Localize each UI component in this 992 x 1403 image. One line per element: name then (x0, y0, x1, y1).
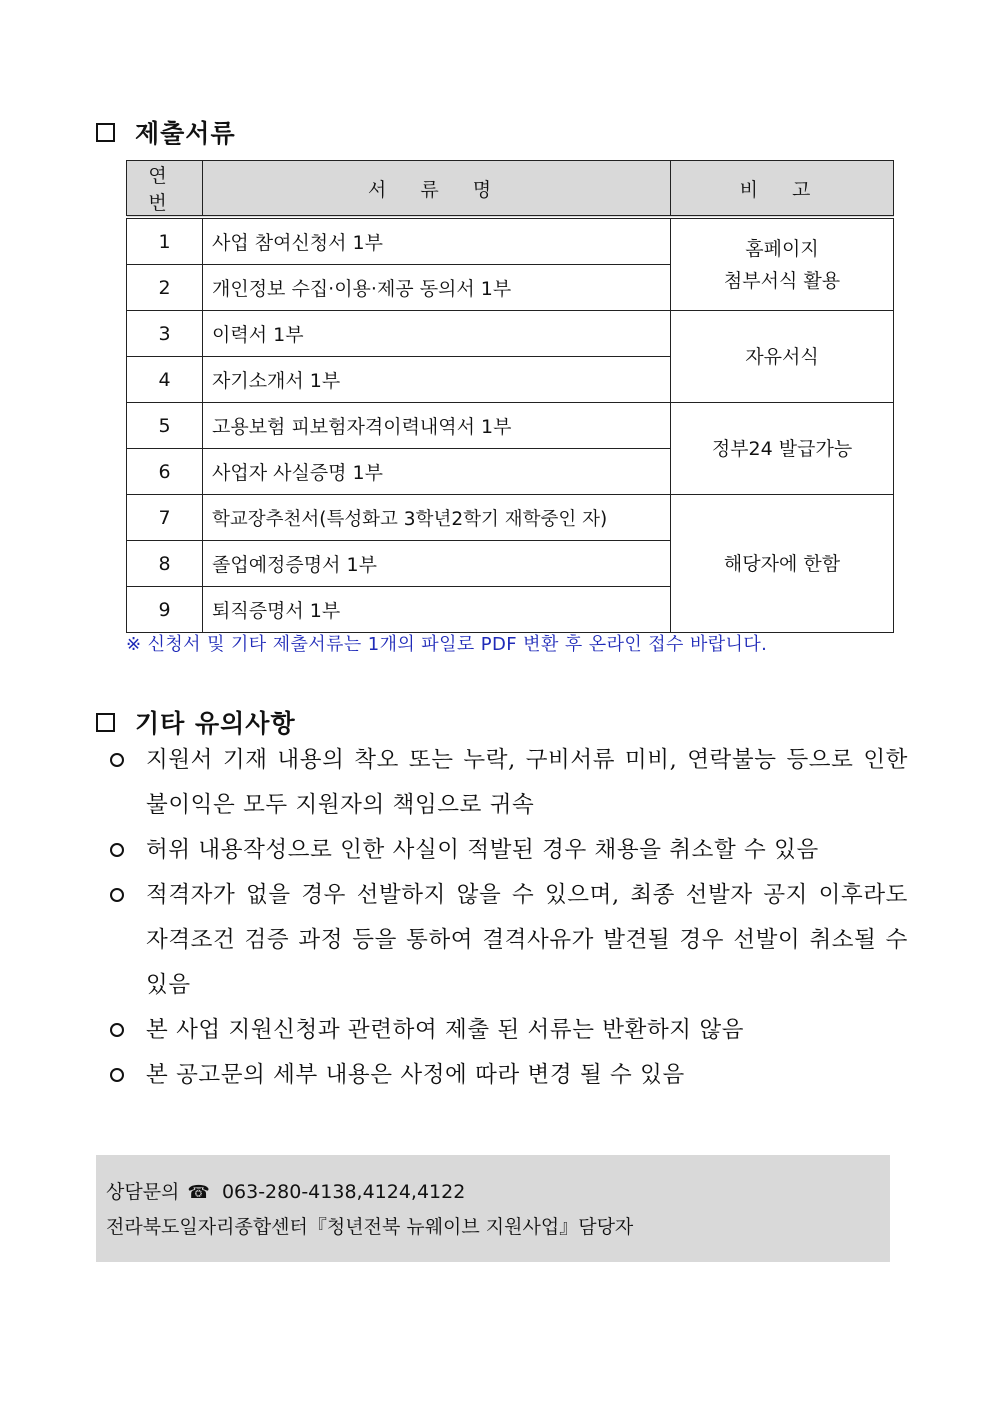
table-row (127, 217, 894, 265)
section-title: 제출서류 (135, 119, 236, 148)
checkbox-square-icon (96, 713, 115, 732)
row-no: 4 (127, 357, 203, 403)
circle-bullet-icon (110, 1068, 124, 1082)
header-name: 서 류 명 (203, 161, 671, 218)
contact-phone-line (106, 1175, 890, 1210)
row-name: 졸업예정증명서 1부 (203, 541, 671, 587)
table-row (127, 311, 894, 357)
header-no: 연 번 (127, 161, 203, 218)
list-item (108, 1053, 908, 1098)
row-no: 8 (127, 541, 203, 587)
row-no: 5 (127, 403, 203, 449)
row-no: 7 (127, 495, 203, 541)
row-remark: 정부24 발급가능 (671, 403, 894, 495)
circle-bullet-icon (110, 753, 124, 767)
row-name: 고용보험 피보험자격이력내역서 1부 (203, 403, 671, 449)
row-name: 학교장추천서(특성화고 3학년2학기 재학중인 자) (203, 495, 671, 541)
remark-line: 홈페이지 (745, 237, 819, 260)
row-no: 6 (127, 449, 203, 495)
section-heading-notes (96, 704, 296, 740)
row-no: 9 (127, 587, 203, 633)
list-item (108, 738, 908, 828)
row-remark: 해당자에 한함 (671, 495, 894, 633)
row-remark (671, 217, 894, 311)
row-name: 개인정보 수집·이용·제공 동의서 1부 (203, 265, 671, 311)
section-heading-documents (96, 114, 236, 150)
submission-note: ※ 신청서 및 기타 제출서류는 1개의 파일로 PDF 변환 후 온라인 접수 바랍니다. (126, 634, 768, 655)
row-name: 자기소개서 1부 (203, 357, 671, 403)
documents-table (126, 160, 894, 633)
row-name: 이력서 1부 (203, 311, 671, 357)
contact-label: 상담문의 (106, 1181, 180, 1203)
list-item (108, 873, 908, 1008)
list-item-text: 지원서 기재 내용의 착오 또는 누락, 구비서류 미비, 연락불능 등으로 인한 불이익은 모두 지원자의 책임으로 귀속 (146, 747, 908, 818)
phone-icon: ☎ (187, 1182, 210, 1203)
row-name: 퇴직증명서 1부 (203, 587, 671, 633)
circle-bullet-icon (110, 843, 124, 857)
table-row (127, 403, 894, 449)
list-item-text: 본 사업 지원신청과 관련하여 제출 된 서류는 반환하지 않음 (146, 1017, 745, 1043)
circle-bullet-icon (110, 1023, 124, 1037)
row-name: 사업자 사실증명 1부 (203, 449, 671, 495)
notes-list (108, 738, 908, 1098)
list-item (108, 828, 908, 873)
contact-org: 전라북도일자리종합센터『청년전북 뉴웨이브 지원사업』담당자 (106, 1216, 634, 1238)
remark-line: 첨부서식 활용 (723, 269, 841, 292)
checkbox-square-icon (96, 123, 115, 142)
row-remark: 자유서식 (671, 311, 894, 403)
circle-bullet-icon (110, 888, 124, 902)
list-item-text: 적격자가 없을 경우 선발하지 않을 수 있으며, 최종 선발자 공지 이후라도 자격조건 검증 과정 등을 통하여 결격사유가 발견될 경우 선발이 취소될 수 있음 (146, 882, 908, 998)
row-name: 사업 참여신청서 1부 (203, 217, 671, 265)
list-item-text: 본 공고문의 세부 내용은 사정에 따라 변경 될 수 있음 (146, 1062, 685, 1088)
row-no: 1 (127, 217, 203, 265)
row-no: 2 (127, 265, 203, 311)
table-row (127, 495, 894, 541)
contact-phone: 063-280-4138,4124,4122 (221, 1181, 466, 1203)
list-item-text: 허위 내용작성으로 인한 사실이 적발된 경우 채용을 취소할 수 있음 (146, 837, 819, 863)
contact-box (96, 1155, 890, 1262)
header-remark: 비 고 (671, 161, 894, 218)
list-item (108, 1008, 908, 1053)
row-no: 3 (127, 311, 203, 357)
section-title: 기타 유의사항 (135, 709, 296, 738)
table-header-row (127, 161, 894, 218)
